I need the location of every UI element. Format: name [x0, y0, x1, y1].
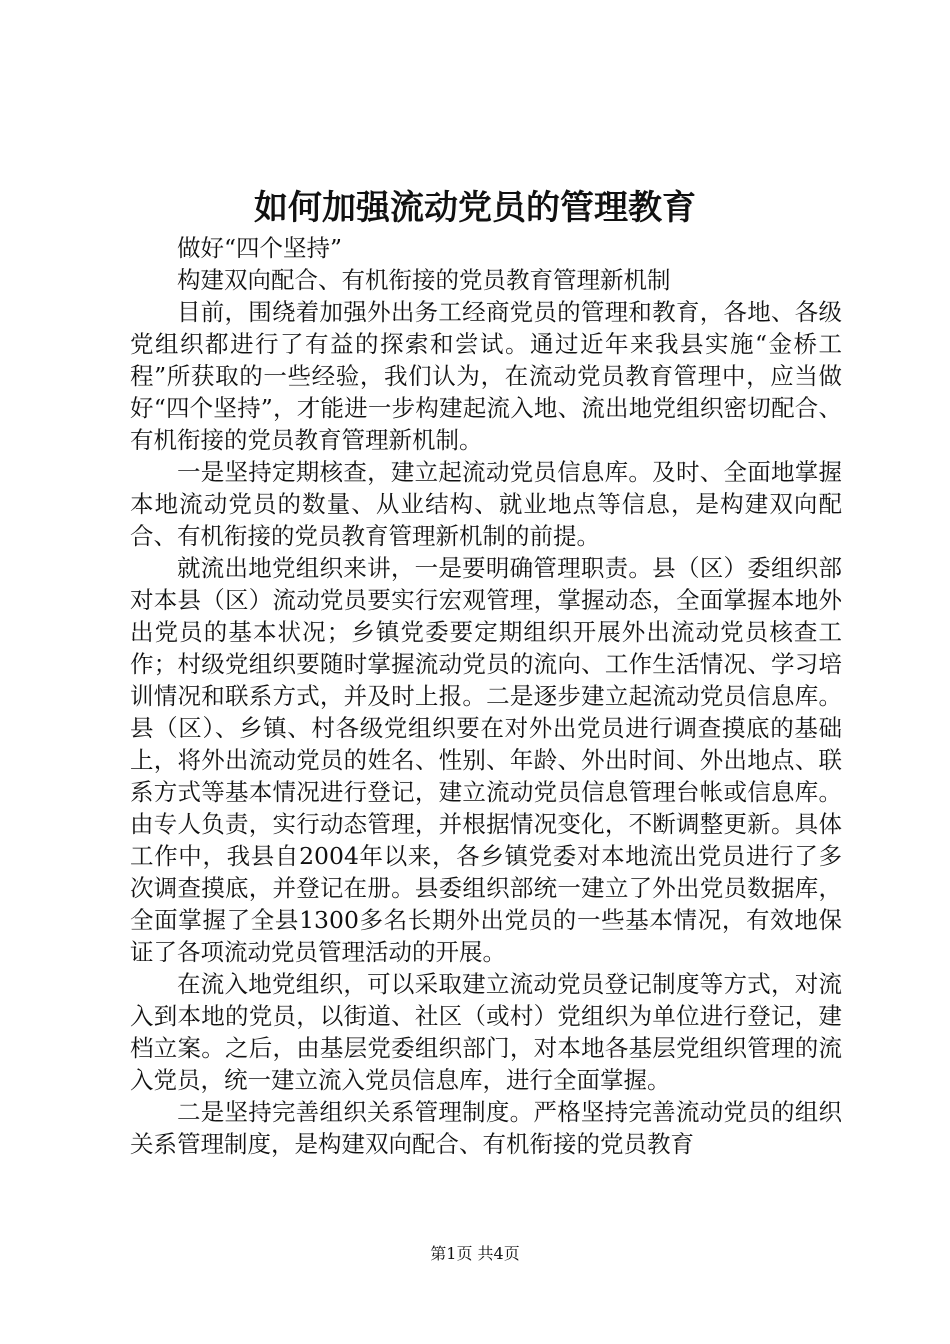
- paragraph-outflow: 就流出地党组织来讲，一是要明确管理职责。县（区）委组织部对本县（区）流动党员要实行宏观管理，掌握动态，全面掌握本地外出党员的基本状况；乡镇党委要定期组织开展外出流动党员核查工作；村级党组织要随时掌握流动党员的流向、工作生活情况、学习培训情况和联系方式，并及时上报。二是逐步建立起流动党员信息库。县（区）、乡镇、村各级党组织要在对外出党员进行调查摸底的基础上，将外出流动党员的姓名、性别、年龄、外出时间、外出地点、联系方式等基本情况进行登记，建立流动党员信息管理台帐或信息库。由专人负责，实行动态管理，并根据情况变化，不断调整更新。具体工作中，我县自2004年以来，各乡镇党委对本地流出党员进行了多次调查摸底，并登记在册。县委组织部统一建立了外出党员数据库，全面掌握了全县1300多名长期外出党员的一些基本情况，有效地保证了各项流动党员管理活动的开展。: [130, 554, 842, 966]
- paragraph-subtitle-2: 构建双向配合、有机衔接的党员教育管理新机制: [177, 266, 671, 294]
- paragraph-inflow: 在流入地党组织，可以采取建立流动党员登记制度等方式，对流入到本地的党员，以街道、社区（或村）党组织为单位进行登记，建档立案。之后，由基层党委组织部门，对本地各基层党组织管理的流入党员，统一建立流入党员信息库，进行全面掌握。: [130, 970, 842, 1094]
- page-number: 第1页 共4页: [430, 1244, 520, 1263]
- paragraph-subtitle-1: 做好“四个坚持”: [177, 234, 343, 262]
- document-body: [130, 232, 842, 1160]
- paragraph-point-two: 二是坚持完善组织关系管理制度。严格坚持完善流动党员的组织关系管理制度，是构建双向配合、有机衔接的党员教育: [130, 1098, 842, 1158]
- document-title: 如何加强流动党员的管理教育: [254, 188, 696, 228]
- paragraph-intro: 目前，围绕着加强外出务工经商党员的管理和教育，各地、各级党组织都进行了有益的探索和尝试。通过近年来我县实施“金桥工程”所获取的一些经验，我们认为，在流动党员教育管理中，应当做好“四个坚持”，才能进一步构建起流入地、流出地党组织密切配合、有机衔接的党员教育管理新机制。: [130, 298, 842, 454]
- paragraph-point-one: 一是坚持定期核查，建立起流动党员信息库。及时、全面地掌握本地流动党员的数量、从业结构、就业地点等信息，是构建双向配合、有机衔接的党员教育管理新机制的前提。: [130, 458, 842, 550]
